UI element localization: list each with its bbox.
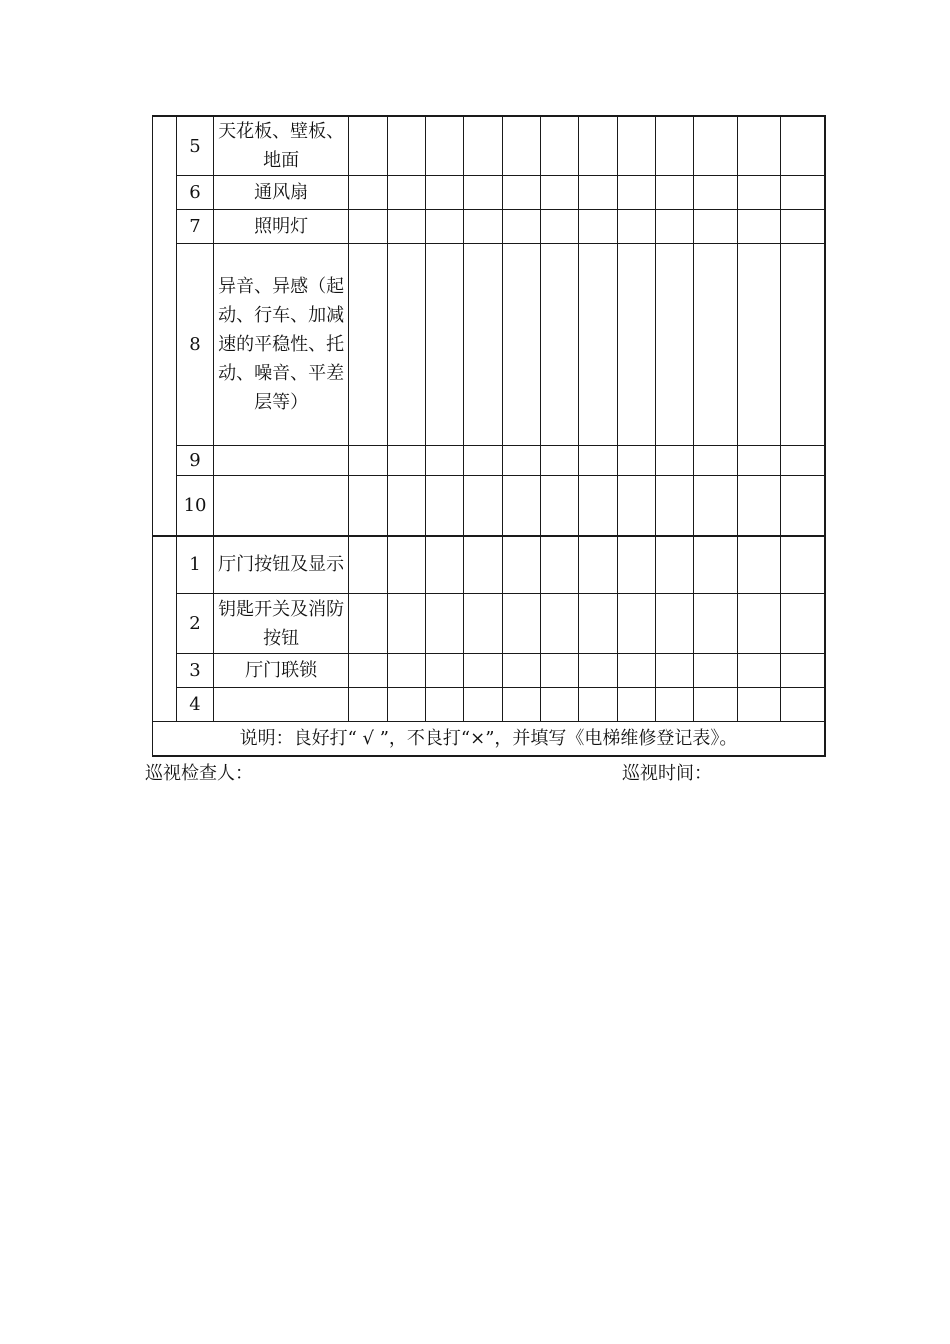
row-number: 4	[177, 688, 214, 722]
check-cell[interactable]	[464, 654, 503, 688]
table-row	[153, 116, 826, 176]
inspection-item: 天花板、壁板、地面	[214, 116, 349, 176]
row-number: 1	[177, 536, 214, 594]
check-cell[interactable]	[656, 244, 694, 446]
inspection-time-label: 巡视时间：	[622, 763, 712, 784]
check-cell[interactable]	[426, 688, 464, 722]
check-cell[interactable]	[426, 116, 464, 176]
check-cell[interactable]	[464, 536, 503, 594]
check-cell[interactable]	[426, 654, 464, 688]
check-cell[interactable]	[388, 116, 426, 176]
check-cell[interactable]	[426, 210, 464, 244]
check-cell[interactable]	[388, 210, 426, 244]
table-row	[153, 594, 826, 654]
inspection-sheet	[152, 115, 826, 757]
row-number: 3	[177, 654, 214, 688]
table-row	[153, 244, 826, 446]
check-cell[interactable]	[349, 446, 388, 476]
check-cell[interactable]	[694, 536, 738, 594]
check-cell[interactable]	[464, 244, 503, 446]
check-cell[interactable]	[656, 594, 694, 654]
check-cell[interactable]	[426, 176, 464, 210]
check-cell[interactable]	[781, 688, 825, 722]
check-cell[interactable]	[349, 210, 388, 244]
check-cell[interactable]	[579, 210, 618, 244]
row-number: 5	[177, 116, 214, 176]
row-number: 7	[177, 210, 214, 244]
check-cell[interactable]	[541, 244, 579, 446]
check-cell[interactable]	[781, 244, 825, 446]
check-cell[interactable]	[738, 210, 781, 244]
inspection-item: 厅门按钮及显示	[214, 536, 349, 594]
check-cell[interactable]	[426, 536, 464, 594]
check-cell[interactable]	[781, 116, 825, 176]
inspection-item	[214, 688, 349, 722]
check-cell[interactable]	[781, 446, 825, 476]
check-cell[interactable]	[656, 446, 694, 476]
check-cell[interactable]	[694, 594, 738, 654]
check-cell[interactable]	[464, 688, 503, 722]
check-cell[interactable]	[618, 446, 656, 476]
check-cell[interactable]	[503, 594, 541, 654]
inspection-item: 厅门联锁	[214, 654, 349, 688]
check-cell[interactable]	[618, 536, 656, 594]
check-cell[interactable]	[738, 536, 781, 594]
check-cell[interactable]	[579, 476, 618, 536]
row-number: 6	[177, 176, 214, 210]
check-cell[interactable]	[541, 688, 579, 722]
check-cell[interactable]	[618, 688, 656, 722]
check-cell[interactable]	[388, 654, 426, 688]
table-row	[153, 654, 826, 688]
check-cell[interactable]	[618, 210, 656, 244]
check-cell[interactable]	[388, 688, 426, 722]
check-cell[interactable]	[656, 210, 694, 244]
check-cell[interactable]	[349, 536, 388, 594]
inspection-item: 照明灯	[214, 210, 349, 244]
check-cell[interactable]	[656, 476, 694, 536]
check-cell[interactable]	[464, 116, 503, 176]
check-cell[interactable]	[738, 688, 781, 722]
table-row	[153, 536, 826, 594]
check-cell[interactable]	[426, 446, 464, 476]
check-cell[interactable]	[656, 116, 694, 176]
row-number: 2	[177, 594, 214, 654]
table-row	[153, 210, 826, 244]
check-cell[interactable]	[738, 594, 781, 654]
check-cell[interactable]	[349, 688, 388, 722]
check-cell[interactable]	[694, 654, 738, 688]
row-number: 10	[177, 476, 214, 536]
check-cell[interactable]	[541, 176, 579, 210]
check-cell[interactable]	[541, 594, 579, 654]
check-cell[interactable]	[579, 176, 618, 210]
check-cell[interactable]	[503, 688, 541, 722]
check-cell[interactable]	[426, 476, 464, 536]
check-cell[interactable]	[541, 536, 579, 594]
section-group-cell	[153, 116, 177, 536]
check-cell[interactable]	[541, 446, 579, 476]
check-cell[interactable]	[656, 688, 694, 722]
check-cell[interactable]	[503, 446, 541, 476]
check-cell[interactable]	[579, 536, 618, 594]
check-cell[interactable]	[579, 244, 618, 446]
check-cell[interactable]	[503, 176, 541, 210]
check-cell[interactable]	[464, 594, 503, 654]
check-cell[interactable]	[388, 176, 426, 210]
check-cell[interactable]	[464, 476, 503, 536]
check-cell[interactable]	[579, 446, 618, 476]
inspection-item: 钥匙开关及消防按钮	[214, 594, 349, 654]
check-cell[interactable]	[618, 176, 656, 210]
check-cell[interactable]	[738, 476, 781, 536]
check-cell[interactable]	[503, 476, 541, 536]
row-number: 8	[177, 244, 214, 446]
check-cell[interactable]	[579, 654, 618, 688]
check-cell[interactable]	[694, 688, 738, 722]
check-cell[interactable]	[426, 594, 464, 654]
check-cell[interactable]	[541, 476, 579, 536]
check-cell[interactable]	[426, 244, 464, 446]
check-cell[interactable]	[541, 654, 579, 688]
check-cell[interactable]	[464, 176, 503, 210]
check-cell[interactable]	[618, 654, 656, 688]
check-cell[interactable]	[388, 244, 426, 446]
inspection-item: 通风扇	[214, 176, 349, 210]
check-cell[interactable]	[503, 654, 541, 688]
check-cell[interactable]	[781, 210, 825, 244]
check-cell[interactable]	[464, 210, 503, 244]
check-cell[interactable]	[579, 594, 618, 654]
check-cell[interactable]	[349, 244, 388, 446]
check-cell[interactable]	[738, 446, 781, 476]
table-row	[153, 176, 826, 210]
check-cell[interactable]	[656, 536, 694, 594]
section-group-cell	[153, 536, 177, 722]
check-cell[interactable]	[656, 176, 694, 210]
check-cell[interactable]	[388, 476, 426, 536]
table-body	[153, 116, 826, 756]
note-row	[153, 722, 826, 756]
check-cell[interactable]	[541, 210, 579, 244]
check-cell[interactable]	[738, 176, 781, 210]
check-cell[interactable]	[464, 446, 503, 476]
check-cell[interactable]	[618, 594, 656, 654]
check-cell[interactable]	[579, 116, 618, 176]
check-cell[interactable]	[781, 536, 825, 594]
check-cell[interactable]	[503, 536, 541, 594]
inspection-item	[214, 446, 349, 476]
check-cell[interactable]	[618, 476, 656, 536]
check-cell[interactable]	[503, 210, 541, 244]
check-cell[interactable]	[694, 446, 738, 476]
check-cell[interactable]	[781, 476, 825, 536]
inspection-table	[152, 115, 826, 757]
inspection-item: 异音、异感（起动、行车、加减速的平稳性、托动、噪音、平差层等）	[214, 244, 349, 446]
check-cell[interactable]	[694, 176, 738, 210]
inspector-label: 巡视检查人：	[145, 763, 253, 784]
check-cell[interactable]	[579, 688, 618, 722]
check-cell[interactable]	[738, 116, 781, 176]
check-cell[interactable]	[349, 594, 388, 654]
check-cell[interactable]	[781, 654, 825, 688]
check-cell[interactable]	[388, 536, 426, 594]
check-cell[interactable]	[618, 116, 656, 176]
check-cell[interactable]	[694, 244, 738, 446]
check-cell[interactable]	[781, 176, 825, 210]
table-row	[153, 476, 826, 536]
check-cell[interactable]	[738, 654, 781, 688]
check-cell[interactable]	[349, 654, 388, 688]
check-cell[interactable]	[694, 210, 738, 244]
check-cell[interactable]	[694, 476, 738, 536]
check-cell[interactable]	[349, 476, 388, 536]
table-row	[153, 446, 826, 476]
check-cell[interactable]	[781, 594, 825, 654]
row-number: 9	[177, 446, 214, 476]
inspection-item	[214, 476, 349, 536]
check-cell[interactable]	[349, 116, 388, 176]
check-cell[interactable]	[349, 176, 388, 210]
table-row	[153, 688, 826, 722]
check-cell[interactable]	[388, 594, 426, 654]
check-cell[interactable]	[618, 244, 656, 446]
check-cell[interactable]	[738, 244, 781, 446]
check-cell[interactable]	[694, 116, 738, 176]
check-cell[interactable]	[503, 116, 541, 176]
check-cell[interactable]	[388, 446, 426, 476]
check-cell[interactable]	[656, 654, 694, 688]
instructions-note: 说明：良好打“ √ ”，不良打“×”，并填写《电梯维修登记表》。	[153, 722, 826, 756]
check-cell[interactable]	[541, 116, 579, 176]
check-cell[interactable]	[503, 244, 541, 446]
